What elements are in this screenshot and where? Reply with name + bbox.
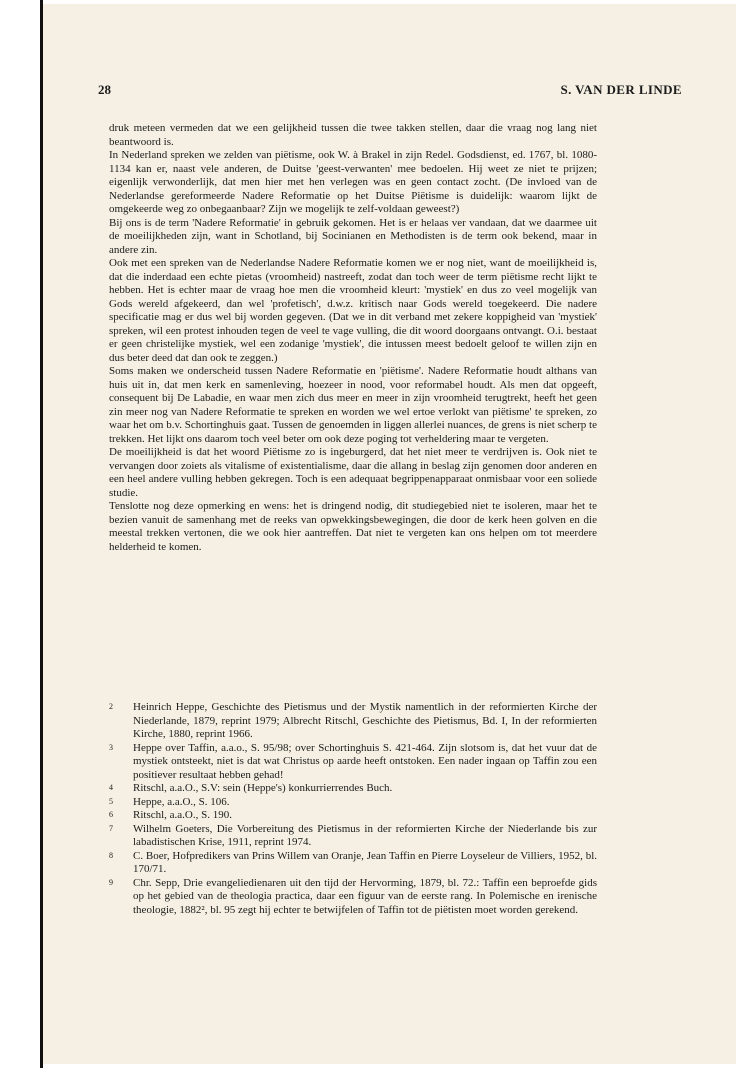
paragraph: Ook met een spreken van de Nederlandse Nadere Reformatie komen we er nog niet, want de moeilijkheid is, dat die inderdaad een echte pietas (vroomheid) nastreeft, zodat dan toch weer de term piëtisme recht lijkt te hebben. Het is echter maar de vraag hoe men die vroomheid kleurt: 'mystiek' en dus zo veel mogelijk van Gods wereld afgekeerd, dan wel 'profetisch', d.w.z. kritisch naar Gods wereld toegekeerd. Die nadere specificatie mag er dus wel bij worden gegeven. (Dat we in dit verband met zekere koppigheid van 'mystiek' spreken, wil een protest inhouden tegen de veel te vage vulling, die dit woord doorgaans ontvangt. O.i. bestaat er geen christelijke mystiek, wel een zodanige 'mystiek', die intussen meest bedoelt geloof te willen zijn en dus beter deed dat dan ook te zeggen.) xyxy=(109,257,597,364)
body-text xyxy=(109,122,597,554)
footnote-text: C. Boer, Hofpredikers van Prins Willem van Oranje, Jean Taffin en Pierre Loyseleur de Villiers, 1952, bl. 170/71. xyxy=(133,849,597,875)
paragraph: druk meteen vermeden dat we een gelijkheid tussen die twee takken stellen, daar die vraag nog lang niet beantwoord is. xyxy=(109,122,597,148)
footnote-text: Heppe, a.a.O., S. 106. xyxy=(133,795,230,808)
footnote xyxy=(109,823,597,850)
paragraph: De moeilijkheid is dat het woord Piëtisme zo is ingeburgerd, dat het niet meer te verdrijven is. Ook niet te vervangen door zoiets als vitalisme of existentialisme, daar die allang in beslag zijn genomen door anderen en een heel andere vulling hebben gekregen. Toch is een adequaat begrippenapparaat onmisbaar voor een soliede studie. xyxy=(109,446,597,499)
footnote xyxy=(109,796,597,810)
paragraph: Bij ons is de term 'Nadere Reformatie' in gebruik gekomen. Het is er helaas ver vandaan, dat we daarmee uit de moeilijkheden zijn, want in Schotland, bij Socinianen en Methodisten is de term ook bekend, maar in andere zin. xyxy=(109,216,597,256)
footnote-number: 5 xyxy=(109,796,113,806)
footnote xyxy=(109,850,597,877)
footnote-text: Heinrich Heppe, Geschichte des Pietismus und der Mystik namentlich in der reformierten Kirche der Niederlande, 1879, reprint 1979; Albrecht Ritschl, Geschichte des Pietismus, Bd. I, In der reformierten Kirche, 1880, reprint 1966. xyxy=(133,701,597,740)
paragraph: Soms maken we onderscheid tussen Nadere Reformatie en 'piëtisme'. Nadere Reformatie houdt althans van huis uit in, dat men kerk en samenleving, hoezeer in nood, voor reformabel houdt. Als men dat opgeeft, consequent bij De Labadie, en waar men zich dus meer en meer in zijn vroomheid terugtrekt, heeft het geen zin meer nog van Nadere Reformatie te spreken en worden we wel ertoe verlokt van piëtisme' te spreken, zo waar het om b.v. Schortinghuis gaat. Tussen de genoemden in liggen allerlei nuances, de grens is niet scherp te trekken. Het lijkt ons daarom toch veel beter om ook deze poging tot verheldering maar te vergeten. xyxy=(109,365,597,445)
footnote-text: Heppe over Taffin, a.a.o., S. 95/98; over Schortinghuis S. 421-464. Zijn slotsom is, dat het vuur dat de mystiek ontsteekt, niet is dat wat Christus op aarde heeft ontstoken. Een nader ingaan op Taffin zou een positiever resultaat hebben gehad! xyxy=(133,741,597,781)
footnote-text: Ritschl, a.a.O., S. 190. xyxy=(133,809,232,821)
footnote-number: 7 xyxy=(109,823,113,833)
footnote xyxy=(109,877,597,918)
footnote-text: Wilhelm Goeters, Die Vorbereitung des Pietismus in der reformierten Kirche der Niederlande bis zur labadistischen Krise, 1911, reprint 1974. xyxy=(133,822,597,848)
footnote-number: 3 xyxy=(109,742,113,752)
paragraph: In Nederland spreken we zelden van piëtisme, ook W. à Brakel in zijn Redel. Godsdienst, ed. 1767, bl. 1080-1134 kan er, naast vele anderen, de Duitse 'geest-verwanten' mee bedoelen. Hij weet ze niet te prijzen; eigenlijk verwonderlijk, dat men hier met hen verlegen was en geen contact zocht. (De invloed van de Nederlandse gereformeerde Nadere Reformatie op het Duitse Piëtisme is duidelijk: waarom lijkt de omgekeerde weg zo onbegaanbaar? Zijn we mogelijk te zelf-voldaan geweest?) xyxy=(109,149,597,215)
footnote xyxy=(109,701,597,742)
footnote-number: 2 xyxy=(109,702,113,711)
footnote-number: 9 xyxy=(109,877,113,887)
footnote-text: Chr. Sepp, Drie evangeliedienaren uit den tijd der Hervorming, 1879, bl. 72.: Taffin een beproefde gids op het gebied van de theologia practica, daar een figuur van de eerste rang. In Polemische en irenische theologie, 1882², bl. 95 zegt hij echter te betwijfelen of Taffin tot de piëtisten moet worden gerekend. xyxy=(133,876,597,916)
footnote xyxy=(109,742,597,783)
footnote-number: 4 xyxy=(109,783,113,792)
running-head: S. VAN DER LINDE xyxy=(560,82,682,97)
page-number: 28 xyxy=(98,82,111,97)
footnote-number: 6 xyxy=(109,810,113,819)
footnote xyxy=(109,809,597,823)
footnote-text: Ritschl, a.a.O., S.V: sein (Heppe's) konkurrierrendes Buch. xyxy=(133,782,393,794)
scan-border xyxy=(0,0,43,1068)
page-header xyxy=(98,82,682,102)
paragraph: Tenslotte nog deze opmerking en wens: het is dringend nodig, dit studiegebied niet te isoleren, maar het te bezien vanuit de samenhang met de reeks van opwekkingsbewegingen, die door de kerk heen golven en die meestal trekken vertonen, die we ook hier aantreffen. Dat niet te vergeten kan ons helpen om tot meerdere helderheid te komen. xyxy=(109,500,597,553)
footnotes xyxy=(109,701,597,917)
footnote xyxy=(109,782,597,796)
footnote-number: 8 xyxy=(109,850,113,860)
